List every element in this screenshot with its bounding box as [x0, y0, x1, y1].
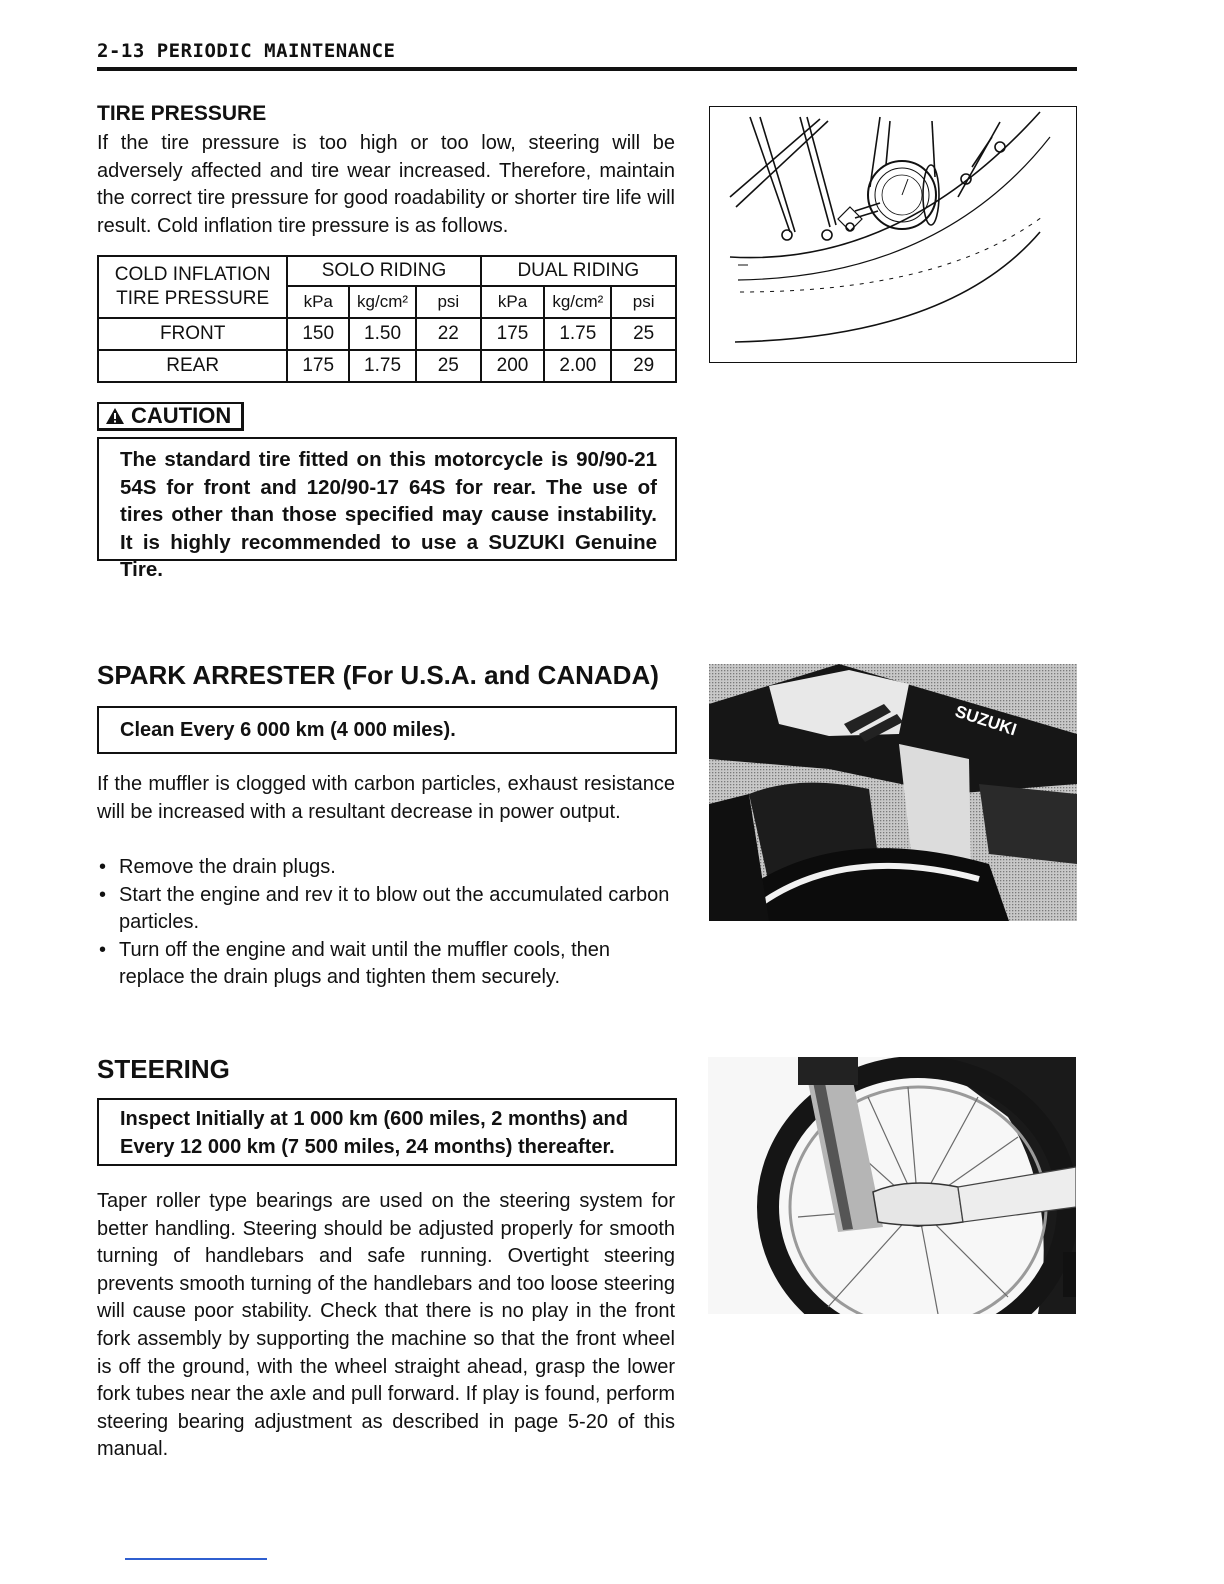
page-header: 2-13 PERIODIC MAINTENANCE	[97, 40, 396, 62]
steering-interval-line2: Every 12 000 km (7 500 miles, 24 months) thereafter.	[120, 1135, 615, 1158]
table-cell: 1.75	[349, 350, 416, 382]
caution-tag	[97, 402, 244, 431]
row-header-line2: TIRE PRESSURE	[116, 288, 270, 309]
unit-cell: psi	[611, 286, 676, 318]
tire-pressure-table	[97, 255, 677, 383]
caution-label: CAUTION	[131, 403, 232, 428]
table-cell: 150	[287, 318, 349, 350]
unit-cell: psi	[416, 286, 481, 318]
footer-link-rule	[125, 1558, 267, 1560]
table-row	[98, 350, 676, 382]
unit-cell: kPa	[287, 286, 349, 318]
spark-arrester-text: If the muffler is clogged with carbon particles, exhaust resistance will be increased with a resultant decrease in power output.	[97, 773, 675, 823]
row-header-line1: COLD INFLATION	[114, 264, 271, 285]
muffler-photo	[709, 664, 1077, 921]
tire-gauge-illustration	[709, 106, 1077, 363]
caution-box	[97, 437, 677, 581]
list-item: • Remove the drain plugs.	[97, 854, 675, 882]
unit-cell: kPa	[481, 286, 545, 318]
header-rule	[97, 67, 1077, 71]
list-item: • Start the engine and rev it to blow out the accumulated carbon particles.	[97, 882, 675, 937]
spark-arrester-interval: Clean Every 6 000 km (4 000 miles).	[120, 719, 456, 741]
steering-interval-box	[97, 1098, 677, 1166]
table-cell: 25	[611, 318, 676, 350]
table-cell: 175	[481, 318, 545, 350]
dual-riding-header: DUAL RIDING	[481, 256, 676, 286]
steering-check-photo	[708, 1057, 1076, 1314]
table-cell: 22	[416, 318, 481, 350]
table-cell: 1.75	[544, 318, 611, 350]
table-cell: 25	[416, 350, 481, 382]
table-cell: 200	[481, 350, 545, 382]
table-cell: 175	[287, 350, 349, 382]
unit-cell: kg/cm²	[349, 286, 416, 318]
spark-arrester-steps	[97, 854, 675, 992]
list-item: • Turn off the engine and wait until the muffler cools, then replace the drain plugs and tighten them securely.	[97, 937, 675, 992]
table-row	[98, 318, 676, 350]
row-label-rear: REAR	[98, 350, 287, 382]
steering-title: STEERING	[97, 1054, 230, 1084]
table-cell: 1.50	[349, 318, 416, 350]
tire-pressure-text: If the tire pressure is too high or too low, steering will be adversely affected and tire wear increased. Therefore, maintain the correct tire pressure for good roadability or shorter tire life will result. Cold inflation tire pressure is as follows.	[97, 132, 675, 237]
tire-gauge-drawing	[710, 107, 1075, 361]
spark-arrester-interval-box	[97, 706, 677, 754]
table-cell: 2.00	[544, 350, 611, 382]
unit-cell: kg/cm²	[544, 286, 611, 318]
steering-interval-line1: Inspect Initially at 1 000 km (600 miles, 2 months) and	[120, 1108, 628, 1130]
solo-riding-header: SOLO RIDING	[287, 256, 480, 286]
warning-triangle-icon	[105, 407, 125, 425]
table-cell: 29	[611, 350, 676, 382]
row-label-front: FRONT	[98, 318, 287, 350]
muffler-photo-drawing	[709, 664, 1077, 921]
steering-photo-drawing	[708, 1057, 1076, 1314]
table-row-header	[98, 256, 287, 318]
caution-text: The standard tire fitted on this motorcycle is 90/90-21 54S for front and 120/90-17 64S for rear. The use of tires other than those specified may cause instability. It is highly recommended to use a SUZUKI Genuine Tire.	[120, 448, 657, 581]
tire-pressure-title: TIRE PRESSURE	[97, 102, 267, 125]
muffler-photo-logo: SUZUKI	[952, 701, 1019, 740]
steering-text: Taper roller type bearings are used on the steering system for better handling. Steering should be adjusted properly for smooth turning of handlebars and safe running. Overtight steering prevents smooth turning of the handlebars and too loose steering will cause poor stability. Check that there is no play in the front fork assembly by supporting the machine so that the front wheel is off the ground, with the wheel straight ahead, grasp the lower fork tubes near the axle and pull forward. If play is found, perform steering bearing adjustment as described in page 5-20 of this manual.	[97, 1190, 675, 1461]
spark-arrester-title: SPARK ARRESTER (For U.S.A. and CANADA)	[97, 660, 659, 690]
